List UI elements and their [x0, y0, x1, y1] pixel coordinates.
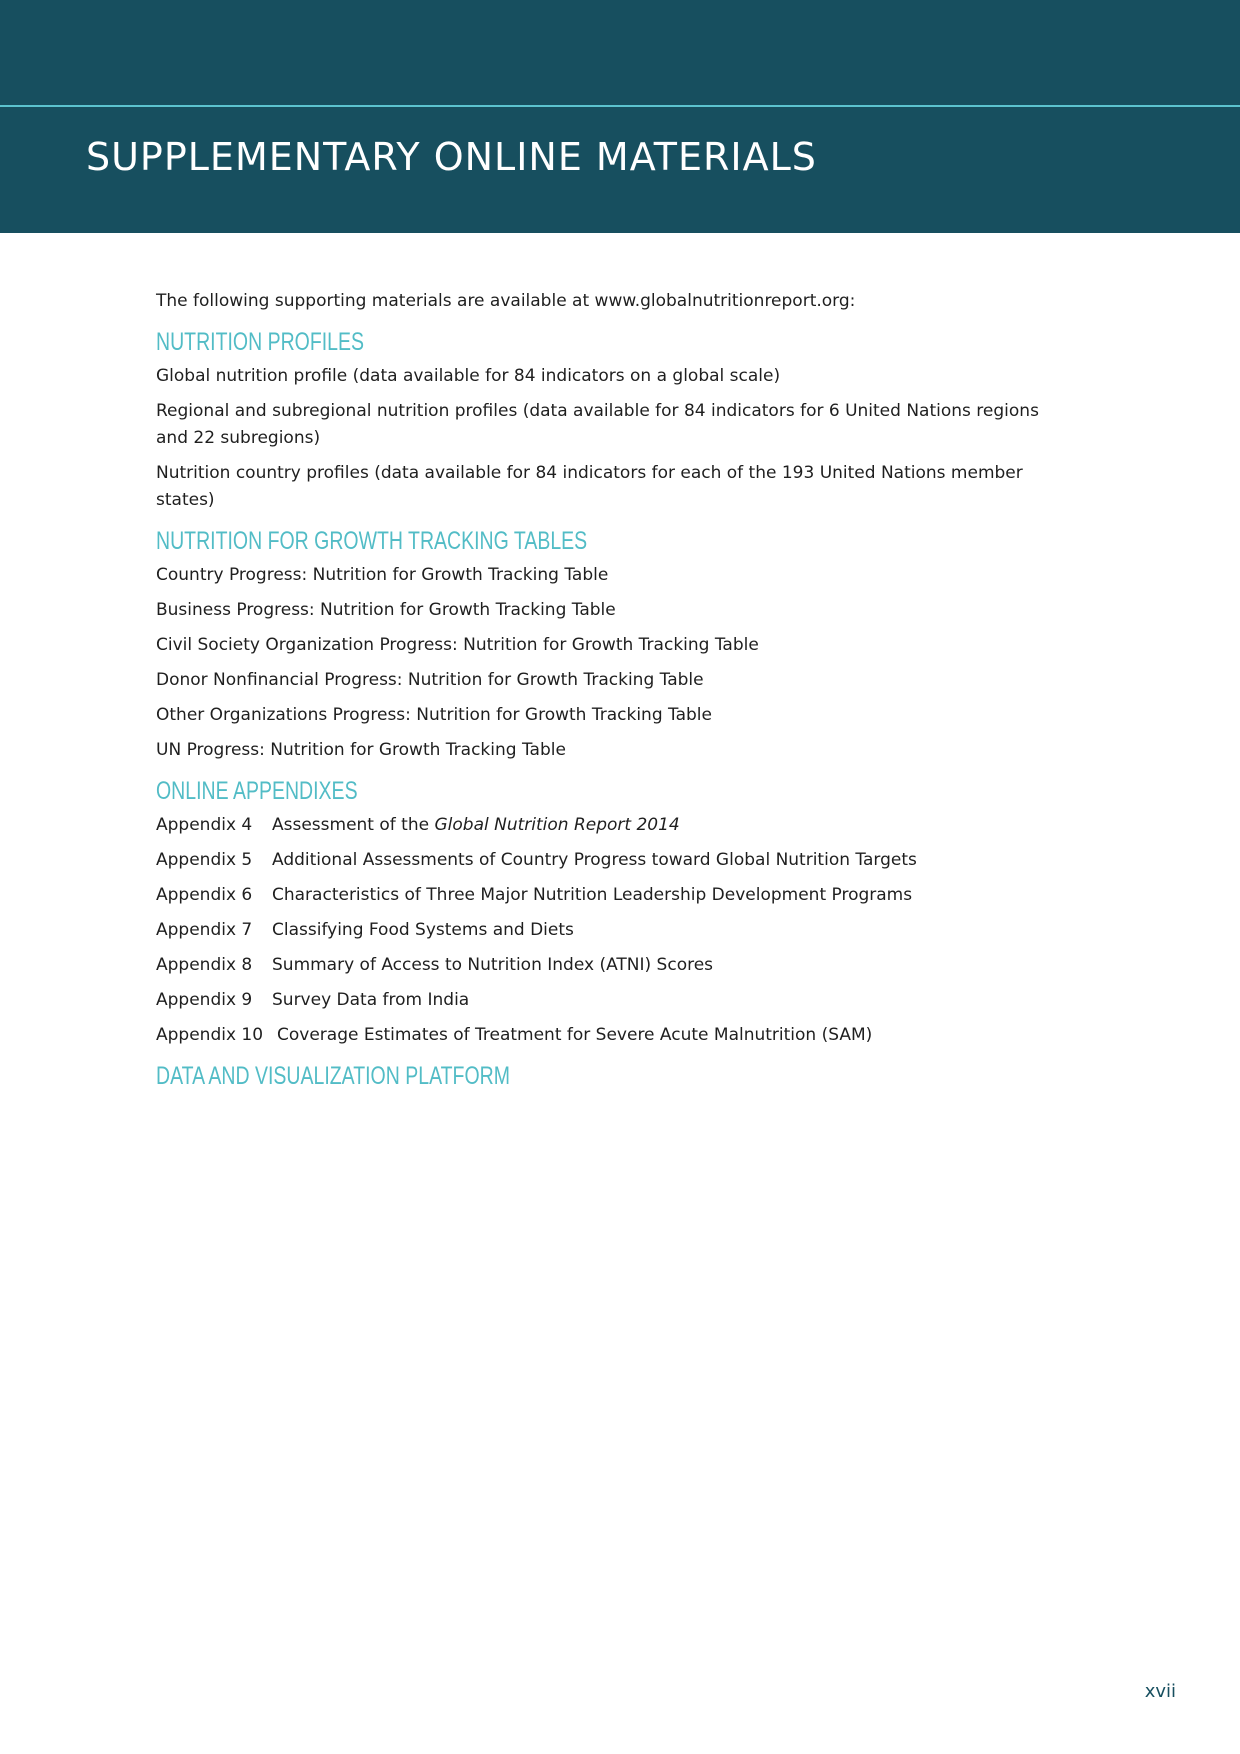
section-heading-data-platform: DATA AND VISUALIZATION PLATFORM: [156, 1062, 510, 1090]
appendix-number: Appendix 6: [156, 885, 253, 905]
appendix-row: [156, 812, 1056, 839]
section-heading-nutrition-profiles: NUTRITION PROFILES: [156, 328, 365, 356]
appendix-row: [156, 917, 1056, 944]
banner-divider: [0, 105, 1240, 107]
appendix-number: Appendix 10: [156, 1025, 264, 1045]
appendix-title: Classifying Food Systems and Diets: [272, 920, 574, 940]
appendix-number: Appendix 5: [156, 850, 253, 870]
list-item: Other Organizations Progress: Nutrition for Growth Tracking Table: [156, 705, 712, 725]
list-item: Donor Nonfinancial Progress: Nutrition for Growth Tracking Table: [156, 670, 704, 690]
main-content: [156, 288, 1056, 1097]
appendix-title-prefix: Assessment of the: [272, 815, 435, 835]
appendix-number: Appendix 9: [156, 990, 253, 1010]
appendix-row: [156, 882, 1056, 909]
list-item: Nutrition country profiles (data available for 84 indicators for each of the 193 United Nations member states): [156, 463, 1023, 510]
appendix-title: Summary of Access to Nutrition Index (ATNI) Scores: [272, 955, 714, 975]
page-title: SUPPLEMENTARY ONLINE MATERIALS: [86, 135, 817, 179]
list-item: Civil Society Organization Progress: Nutrition for Growth Tracking Table: [156, 635, 759, 655]
page-number: xvii: [1144, 1681, 1176, 1702]
section-heading-online-appendixes: ONLINE APPENDIXES: [156, 777, 358, 805]
appendix-title-italic: Global Nutrition Report 2014: [434, 815, 680, 835]
list-item: Regional and subregional nutrition profiles (data available for 84 indicators for 6 United Nations regions and 22 subregions): [156, 401, 1039, 448]
appendix-title: Coverage Estimates of Treatment for Severe Acute Malnutrition (SAM): [277, 1025, 873, 1045]
appendix-number: Appendix 4: [156, 815, 253, 835]
list-item: UN Progress: Nutrition for Growth Tracking Table: [156, 740, 566, 760]
appendix-title: Additional Assessments of Country Progress toward Global Nutrition Targets: [272, 850, 917, 870]
header-banner: [0, 0, 1240, 233]
list-item: Business Progress: Nutrition for Growth Tracking Table: [156, 600, 616, 620]
list-item: Global nutrition profile (data available for 84 indicators on a global scale): [156, 366, 781, 386]
section-heading-tracking-tables: NUTRITION FOR GROWTH TRACKING TABLES: [156, 527, 588, 555]
intro-text: The following supporting materials are available at www.globalnutritionreport.org:: [156, 291, 856, 311]
appendix-title: [272, 812, 680, 839]
appendix-title: Characteristics of Three Major Nutrition Leadership Development Programs: [272, 885, 913, 905]
appendix-row: [156, 1022, 1056, 1049]
appendix-row: [156, 847, 1056, 874]
appendix-row: [156, 987, 1056, 1014]
appendix-number: Appendix 7: [156, 920, 253, 940]
list-item: Country Progress: Nutrition for Growth Tracking Table: [156, 565, 609, 585]
appendix-row: [156, 952, 1056, 979]
appendix-title: Survey Data from India: [272, 990, 470, 1010]
appendix-number: Appendix 8: [156, 955, 253, 975]
